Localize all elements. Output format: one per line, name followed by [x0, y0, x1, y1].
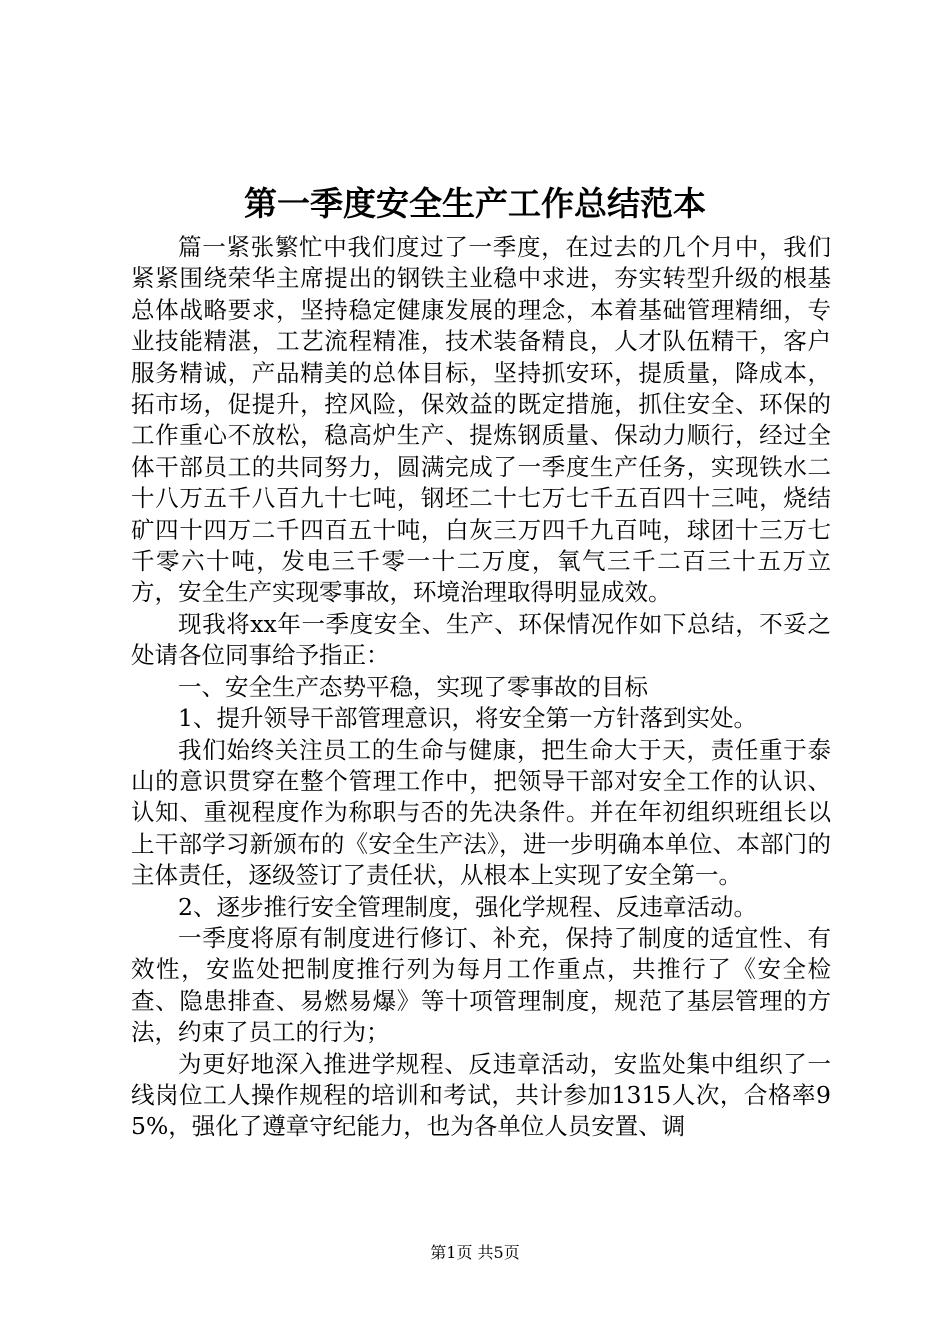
paragraph-summary-note: 现我将xx年一季度安全、生产、环保情况作如下总结，不妥之处请各位同事给予指正：: [131, 609, 831, 670]
section-heading-safety: 一、安全生产态势平稳，实现了零事故的目标: [178, 672, 648, 701]
paragraph-leadership: 我们始终关注员工的生命与健康，把生命大于天，责任重于泰山的意识贯穿在整个管理工作中，把领导干部对安全工作的认识、认知、重视程度作为称职与否的先决条件。并在年初组织班组长以上干部学习新颁布的《安全生产法》，进一步明确本单位、本部门的主体责任，逐级签订了责任状，从根本上实现了安全第一。: [131, 735, 831, 890]
paragraph-training: 为更好地深入推进学规程、反违章活动，安监处集中组织了一线岗位工人操作规程的培训和考试，共计参加1315人次，合格率95%，强化了遵章守纪能力，也为各单位人员安置、调: [131, 1049, 831, 1141]
paragraph-intro: 篇一紧张繁忙中我们度过了一季度，在过去的几个月中，我们紧紧围绕荣华主席提出的钢铁主业稳中求进，夯实转型升级的根基总体战略要求，坚持稳定健康发展的理念，本着基础管理精细，专业技能精湛，工艺流程精准，技术装备精良，人才队伍精干，客户服务精诚，产品精美的总体目标，坚持抓安环，提质量，降成本，拓市场，促提升，控风险，保效益的既定措施，抓住安全、环保的工作重心不放松，稳高炉生产、提炼钢质量、保动力顺行，经过全体干部员工的共同努力，圆满完成了一季度生产任务，实现铁水二十八万五千八百九十七吨，钢坯二十七万七千五百四十三吨，烧结矿四十四万二千四百五十吨，白灰三万四千九百吨，球团十三万七千零六十吨，发电三千零一十二万度，氧气三千二百三十五万立方，安全生产实现零事故，环境治理取得明显成效。: [131, 233, 831, 607]
page-footer: 第1页 共5页: [430, 1243, 520, 1262]
document-body: [131, 232, 831, 1143]
subsection-heading-2: 2、逐步推行安全管理制度，强化学规程、反违章活动。: [178, 892, 757, 921]
document-title: 第一季度安全生产工作总结范本: [244, 184, 706, 223]
subsection-heading-1: 1、提升领导干部管理意识，将安全第一方针落到实处。: [178, 704, 757, 733]
paragraph-regulations: 一季度将原有制度进行修订、补充，保持了制度的适宜性、有效性，安监处把制度推行列为每月工作重点，共推行了《安全检查、隐患排查、易燃易爆》等十项管理制度，规范了基层管理的方法，约束了员工的行为；: [131, 923, 831, 1047]
